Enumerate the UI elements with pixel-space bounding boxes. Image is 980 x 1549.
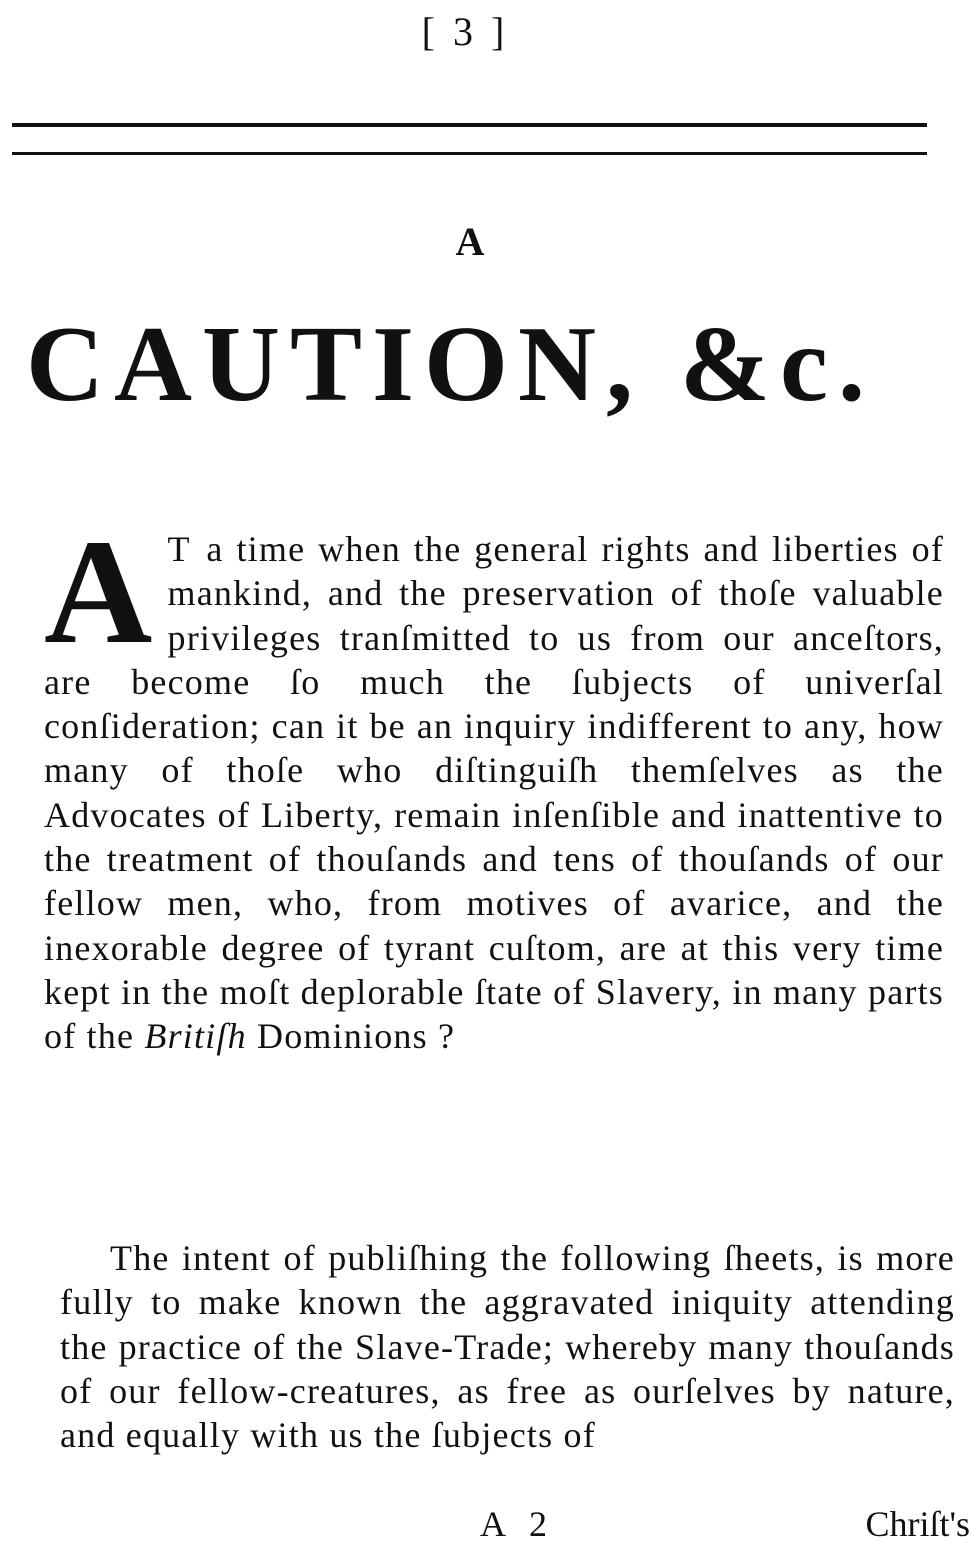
paragraph-2-text: The intent of publiſhing the following ſheets, is more fully to make known the aggravated iniquity attending the practice of the Slave-Trade; whereby many thouſands of our fellow-creatures, as free as ourſelves by nature, and equally with us the ſubjects of: [60, 1238, 955, 1456]
page-title: CAUTION, &c.: [26, 305, 875, 424]
paragraph-1-italic: Britiſh: [144, 1016, 247, 1057]
catchword: Chriſt's: [865, 1504, 970, 1544]
paragraph-1-text: a time when the general rights and liberties of mankind, and the preservation of thoſe valuable privileges tranſmitted to us from our anceſtors, are become ſo much the ſubjects of univerſal conſideration; can it be an inquiry indifferent to any, how many of thoſe who diſtinguiſh themſelves as the Advocates of Liberty, remain inſenſible and inattentive to the treatment of thouſands and tens of thouſands of our fellow men, who, from motives of avarice, and the inexorable degree of tyrant cuſtom, are at this very time kept in the moſt deplorable ſtate of Slavery, in many parts of the: [44, 529, 945, 1057]
top-rule: [12, 123, 927, 127]
paragraph-1: [44, 509, 945, 1059]
paragraph-2: [60, 1236, 955, 1457]
drop-cap: A: [44, 509, 154, 675]
page-footer: [0, 1503, 980, 1547]
bottom-rule: [12, 152, 927, 155]
paragraph-1-ending: Dominions ?: [257, 1016, 456, 1057]
first-word-rest: T: [167, 529, 194, 569]
page-number: [ 3 ]: [421, 9, 509, 54]
title-article: A: [455, 219, 485, 264]
signature-mark: A 2: [480, 1504, 556, 1544]
